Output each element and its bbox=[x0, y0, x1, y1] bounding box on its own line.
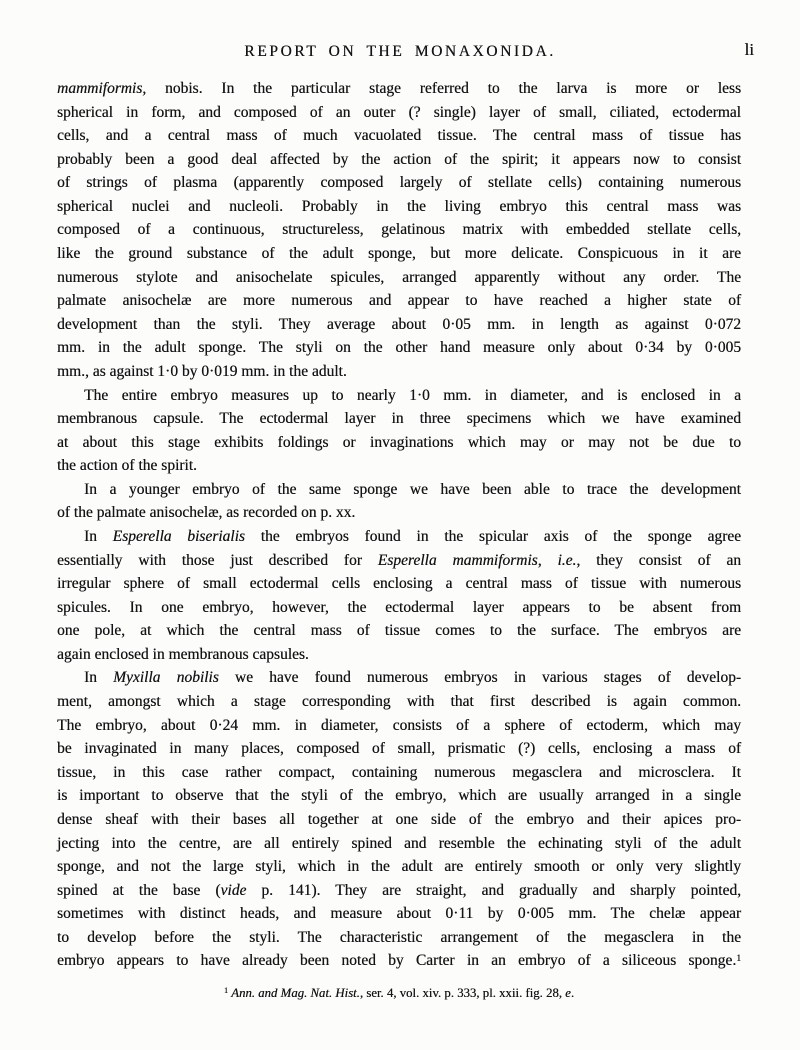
text-line bbox=[57, 124, 741, 148]
text-line bbox=[57, 336, 741, 360]
text-segment: the embryos found in the spicular axis of the sponge agree bbox=[244, 527, 741, 545]
text-segment: . bbox=[570, 986, 575, 1000]
text-segment: at about this stage exhibits foldings or invaginations which may or may not be due to bbox=[57, 433, 741, 451]
text-line bbox=[57, 218, 741, 242]
text-segment: development than the styli. They average about 0·05 mm. in length as against 0·072 bbox=[57, 315, 741, 333]
text-segment: sometimes with distinct heads, and measure about 0·11 by 0·005 mm. The chelæ appear bbox=[57, 905, 741, 923]
text-line bbox=[57, 77, 741, 101]
italic-text: i.e. bbox=[557, 551, 577, 569]
text-segment: again enclosed in membranous capsules. bbox=[57, 645, 309, 663]
italic-text: Esperella mammiformis bbox=[377, 551, 538, 569]
text-segment: In bbox=[84, 669, 114, 687]
text-line bbox=[57, 431, 741, 455]
text-segment: In bbox=[84, 527, 113, 545]
text-line bbox=[57, 313, 741, 337]
text-segment: spicules. In one embryo, however, the ectodermal layer appears to be absent from bbox=[57, 598, 741, 616]
text-line bbox=[57, 737, 741, 761]
paragraph bbox=[57, 525, 741, 666]
text-line bbox=[57, 855, 741, 879]
paragraph bbox=[57, 666, 741, 973]
text-segment: is important to observe that the styli of the embryo, which are usually arranged in a single bbox=[57, 787, 741, 805]
italic-text: e bbox=[565, 986, 571, 1000]
text-line bbox=[57, 949, 741, 973]
text-segment: membranous capsule. The ectodermal layer in three specimens which we have examined bbox=[57, 410, 741, 428]
text-segment: essentially with those just described for bbox=[57, 551, 378, 569]
text-segment: probably been a good deal affected by the action of the spirit; it appears now to consist bbox=[57, 150, 741, 168]
text-line bbox=[57, 714, 741, 738]
text-segment: ment, amongst which a stage corresponding with that first described is again common. bbox=[57, 693, 741, 711]
paragraph bbox=[57, 77, 741, 384]
text-line bbox=[57, 360, 741, 384]
text-line bbox=[57, 266, 741, 290]
text-line bbox=[57, 879, 741, 903]
footnote-reference: 1 bbox=[736, 953, 741, 965]
text-line bbox=[57, 832, 741, 856]
footnote-reference: 1 bbox=[223, 986, 228, 996]
text-segment: sponge, and not the large styli, which in the adult are entirely smooth or only very slightly bbox=[57, 858, 741, 876]
text-segment: , they consist of an bbox=[576, 551, 742, 569]
text-segment: palmate anisochelæ are more numerous and appear to have reached a higher state of bbox=[57, 292, 741, 310]
paragraph bbox=[57, 384, 741, 478]
text-segment: p. 141). They are straight, and gradually and sharply pointed, bbox=[246, 881, 741, 899]
text-line bbox=[57, 171, 741, 195]
text-segment: of the palmate anisochelæ, as recorded on p. xx. bbox=[57, 504, 356, 522]
text-line bbox=[57, 501, 741, 525]
text-segment: In a younger embryo of the same sponge we have been able to trace the development bbox=[84, 480, 741, 498]
text-line bbox=[57, 761, 741, 785]
running-header bbox=[0, 43, 800, 61]
italic-text: mammiformis, bbox=[57, 80, 147, 97]
running-header-title: REPORT ON THE MONAXONIDA. bbox=[244, 43, 556, 60]
text-segment: , ser. 4, vol. xiv. p. 333, pl. xxii. fig. 28, bbox=[359, 986, 566, 1000]
text-segment: irregular sphere of small ectodermal cells enclosing a central mass of tissue with numerous bbox=[57, 575, 741, 593]
text-segment: numerous stylote and anisochelate spicules, arranged apparently without any order. The bbox=[57, 268, 741, 286]
text-segment: spined at the base ( bbox=[57, 881, 221, 899]
text-segment: The embryo, about 0·24 mm. in diameter, consists of a sphere of ectoderm, which may bbox=[57, 716, 741, 734]
text-segment: The entire embryo measures up to nearly 1·0 mm. in diameter, and is enclosed in a bbox=[84, 386, 741, 404]
text-segment: we have found numerous embryos in various stages of develop- bbox=[218, 669, 741, 687]
text-line bbox=[57, 690, 741, 714]
text-line bbox=[57, 407, 741, 431]
italic-text: Esperella biserialis bbox=[112, 527, 245, 545]
text-segment: dense sheaf with their bases all together at one side of the embryo and their apices pro- bbox=[57, 810, 741, 828]
text-line bbox=[57, 926, 741, 950]
text-segment: cells, and a central mass of much vacuolated tissue. The central mass of tissue has bbox=[57, 127, 741, 145]
footnote bbox=[57, 986, 741, 1001]
text-line bbox=[57, 148, 741, 172]
text-segment: like the ground substance of the adult sponge, but more delicate. Conspicuous in it are bbox=[57, 245, 741, 263]
text-line bbox=[57, 666, 741, 690]
text-segment: , bbox=[537, 551, 558, 569]
italic-text: Ann. and Mag. Nat. Hist. bbox=[231, 986, 360, 1000]
text-line bbox=[57, 242, 741, 266]
text-segment: nobis. In the particular stage referred to the larva is more or less bbox=[146, 80, 741, 97]
text-segment: spherical in form, and composed of an outer (? single) layer of small, ciliated, ectodermal bbox=[57, 103, 741, 121]
text-segment: tissue, in this case rather compact, containing numerous megasclera and microsclera. It bbox=[57, 763, 741, 781]
text-segment: jecting into the centre, are all entirely spined and resemble the echinating styli of the adult bbox=[57, 834, 741, 852]
text-line bbox=[57, 784, 741, 808]
page-number: li bbox=[744, 40, 754, 59]
text-segment: composed of a continuous, structureless, gelatinous matrix with embedded stellate cells, bbox=[57, 221, 741, 239]
paragraph bbox=[57, 478, 741, 525]
text-segment: embryo appears to have already been noted by Carter in an embryo of a siliceous sponge. bbox=[57, 952, 737, 970]
text-segment: mm. in the adult sponge. The styli on the other hand measure only about 0·34 by 0·005 bbox=[57, 339, 741, 357]
text-segment: be invaginated in many places, composed of small, prismatic (?) cells, enclosing a mass of bbox=[57, 740, 741, 758]
text-segment: spherical nuclei and nucleoli. Probably in the living embryo this central mass was bbox=[57, 197, 741, 215]
text-line bbox=[57, 195, 741, 219]
text-segment: mm., as against 1·0 by 0·019 mm. in the adult. bbox=[57, 362, 347, 380]
italic-text: Myxilla nobilis bbox=[113, 669, 219, 687]
text-line bbox=[57, 549, 741, 573]
text-line bbox=[57, 619, 741, 643]
body-text bbox=[57, 77, 741, 973]
italic-text: vide bbox=[220, 881, 247, 899]
text-line bbox=[57, 454, 741, 478]
text-line bbox=[57, 596, 741, 620]
text-segment: of strings of plasma (apparently composed largely of stellate cells) containing numerous bbox=[57, 174, 741, 192]
text-segment: the action of the spirit. bbox=[57, 457, 197, 475]
text-line bbox=[57, 643, 741, 667]
text-line bbox=[57, 289, 741, 313]
text-line bbox=[57, 384, 741, 408]
text-segment: one pole, at which the central mass of tissue comes to the surface. The embryos are bbox=[57, 622, 741, 640]
text-line bbox=[57, 808, 741, 832]
text-line bbox=[57, 101, 741, 125]
text-line bbox=[57, 572, 741, 596]
text-segment: to develop before the styli. The characteristic arrangement of the megasclera in the bbox=[57, 928, 741, 946]
text-line bbox=[57, 525, 741, 549]
text-line bbox=[57, 902, 741, 926]
text-line bbox=[57, 478, 741, 502]
